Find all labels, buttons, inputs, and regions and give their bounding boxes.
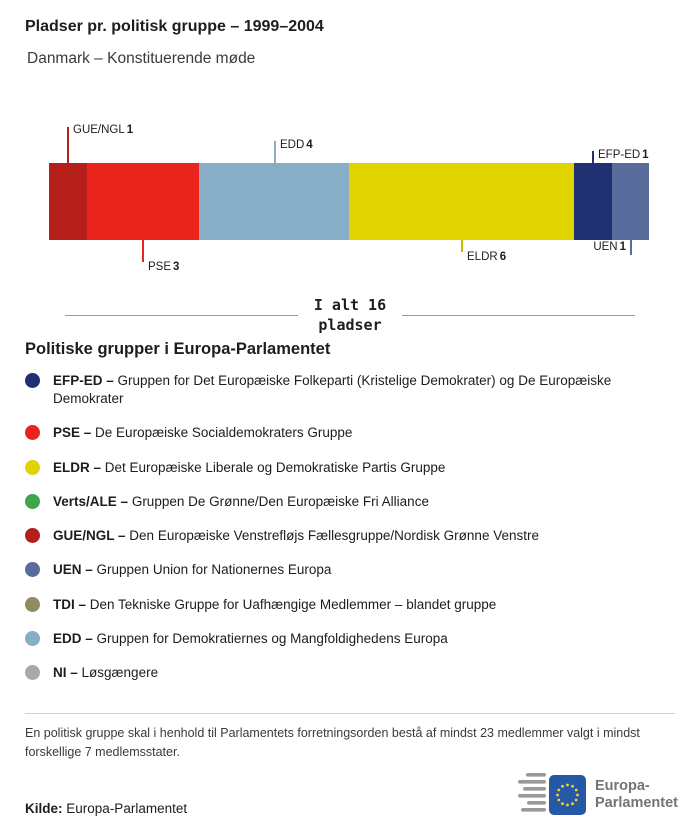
group-color-dot <box>25 494 40 509</box>
legend-heading: Politiske grupper i Europa-Parlamentet <box>25 340 331 358</box>
callout-line-efp-ed <box>592 151 594 163</box>
callout-value: 1 <box>126 124 134 136</box>
page-title: Pladser pr. politisk gruppe – 1999–2004 <box>25 18 324 35</box>
source-value: Europa-Parlamentet <box>66 801 188 816</box>
callout-value: 6 <box>499 251 507 263</box>
legend-item-edd <box>25 630 675 648</box>
logo-wordmark <box>595 778 678 811</box>
seat-bar-chart <box>49 110 649 290</box>
group-color-dot <box>25 373 40 388</box>
eu-flag-hemicycle-icon <box>518 772 586 818</box>
legend-item-text <box>53 664 158 682</box>
legend-item-tdi <box>25 596 675 614</box>
group-abbr: EDD – <box>53 630 93 646</box>
bar-segment-edd <box>199 163 349 240</box>
total-seats <box>65 296 635 335</box>
callout-label-uen <box>593 241 626 253</box>
group-description: Den Europæiske Venstrefløjs Fællesgruppe/Nordisk Grønne Venstre <box>129 528 539 544</box>
group-color-dot <box>25 665 40 680</box>
callout-name: PSE <box>148 261 172 273</box>
legend-item-uen <box>25 561 675 579</box>
bar-segment-efp-ed <box>574 163 612 240</box>
legend-item-text <box>53 527 539 545</box>
bar-segment-uen <box>612 163 650 240</box>
group-description: Løsgængere <box>81 664 159 680</box>
legend-item-text <box>53 372 675 408</box>
callout-label-eldr <box>467 251 506 263</box>
legend-item-text <box>53 459 445 477</box>
callout-line-uen <box>630 240 632 255</box>
group-abbr: Verts/ALE – <box>53 493 129 509</box>
group-color-dot <box>25 425 40 440</box>
callout-line-pse <box>142 240 144 262</box>
legend-item-eldr <box>25 459 675 477</box>
group-abbr: UEN – <box>53 562 93 578</box>
total-seats-label <box>298 296 402 335</box>
legend-item-pse <box>25 424 675 442</box>
group-description: Gruppen Union for Nationernes Europa <box>96 562 332 578</box>
legend-item-text <box>53 561 331 579</box>
total-line-1: I alt 16 <box>313 296 387 314</box>
total-rule-left <box>65 315 298 316</box>
source-label: Kilde: <box>25 801 63 816</box>
logo-line-2: Parlamentet <box>594 795 678 811</box>
logo-line-1: Europa- <box>594 778 650 795</box>
source-line <box>25 801 187 816</box>
legend-item-text <box>53 424 352 442</box>
group-description: Gruppen De Grønne/Den Europæiske Fri Alliance <box>131 493 429 509</box>
group-color-dot <box>25 528 40 543</box>
group-abbr: NI – <box>53 664 78 680</box>
callout-value: 3 <box>173 261 180 273</box>
stacked-bar <box>49 163 649 240</box>
group-abbr: TDI – <box>53 596 87 612</box>
legend-item-gue-ngl <box>25 527 675 545</box>
legend-item-text <box>53 596 496 614</box>
group-description: De Europæiske Socialdemokraters Gruppe <box>95 425 353 441</box>
legend-item-text <box>53 630 448 648</box>
group-description: Den Tekniske Gruppe for Uafhængige Medlemmer – blandet gruppe <box>89 596 497 612</box>
bar-segment-gue-ngl <box>49 163 87 240</box>
bar-segment-eldr <box>349 163 574 240</box>
callout-name: UEN <box>593 241 618 253</box>
group-color-dot <box>25 460 40 475</box>
callout-label-pse <box>148 261 179 273</box>
footnote: En politisk gruppe skal i henhold til Parlamentets forretningsorden bestå af mindst 23 medlemmer valgt i mindst forskellige 7 medlemsstater. <box>25 726 640 759</box>
group-abbr: ELDR – <box>53 459 102 475</box>
legend-item-ni <box>25 664 675 682</box>
total-line-2: pladser <box>318 315 382 334</box>
group-description: Gruppen for Demokratiernes og Mangfoldighedens Europa <box>96 630 448 646</box>
callout-name: ELDR <box>467 251 498 263</box>
callout-name: EDD <box>280 139 305 151</box>
callout-line-eldr <box>461 240 463 252</box>
callout-value: 1 <box>642 149 649 161</box>
callout-name: GUE/NGL <box>73 124 125 136</box>
callout-label-efp-ed <box>598 149 649 161</box>
group-color-dot <box>25 631 40 646</box>
european-parliament-logo <box>518 772 678 818</box>
callout-line-edd <box>274 141 276 163</box>
legend-item-efp-ed <box>25 372 675 408</box>
group-color-dot <box>25 562 40 577</box>
footnote-divider <box>25 713 675 714</box>
callout-line-gue-ngl <box>67 127 69 163</box>
group-abbr: EFP-ED – <box>53 373 114 388</box>
legend-list <box>25 372 675 698</box>
callout-label-edd <box>280 139 313 151</box>
group-color-dot <box>25 597 40 612</box>
page-subtitle: Danmark – Konstituerende møde <box>27 50 256 67</box>
group-abbr: GUE/NGL – <box>53 528 126 544</box>
group-description: Det Europæiske Liberale og Demokratiske Partis Gruppe <box>104 459 446 475</box>
callout-value: 1 <box>619 241 626 253</box>
group-abbr: PSE – <box>53 425 92 441</box>
callout-value: 4 <box>306 139 313 151</box>
bar-segment-pse <box>87 163 200 240</box>
callout-name: EFP-ED <box>598 149 641 161</box>
total-rule-right <box>402 315 635 316</box>
legend-item-verts-ale <box>25 493 675 511</box>
legend-item-text <box>53 493 429 511</box>
callout-label-gue-ngl <box>73 124 133 136</box>
group-description: Gruppen for Det Europæiske Folkeparti (Kristelige Demokrater) og De Europæiske Demokrater <box>53 373 612 407</box>
